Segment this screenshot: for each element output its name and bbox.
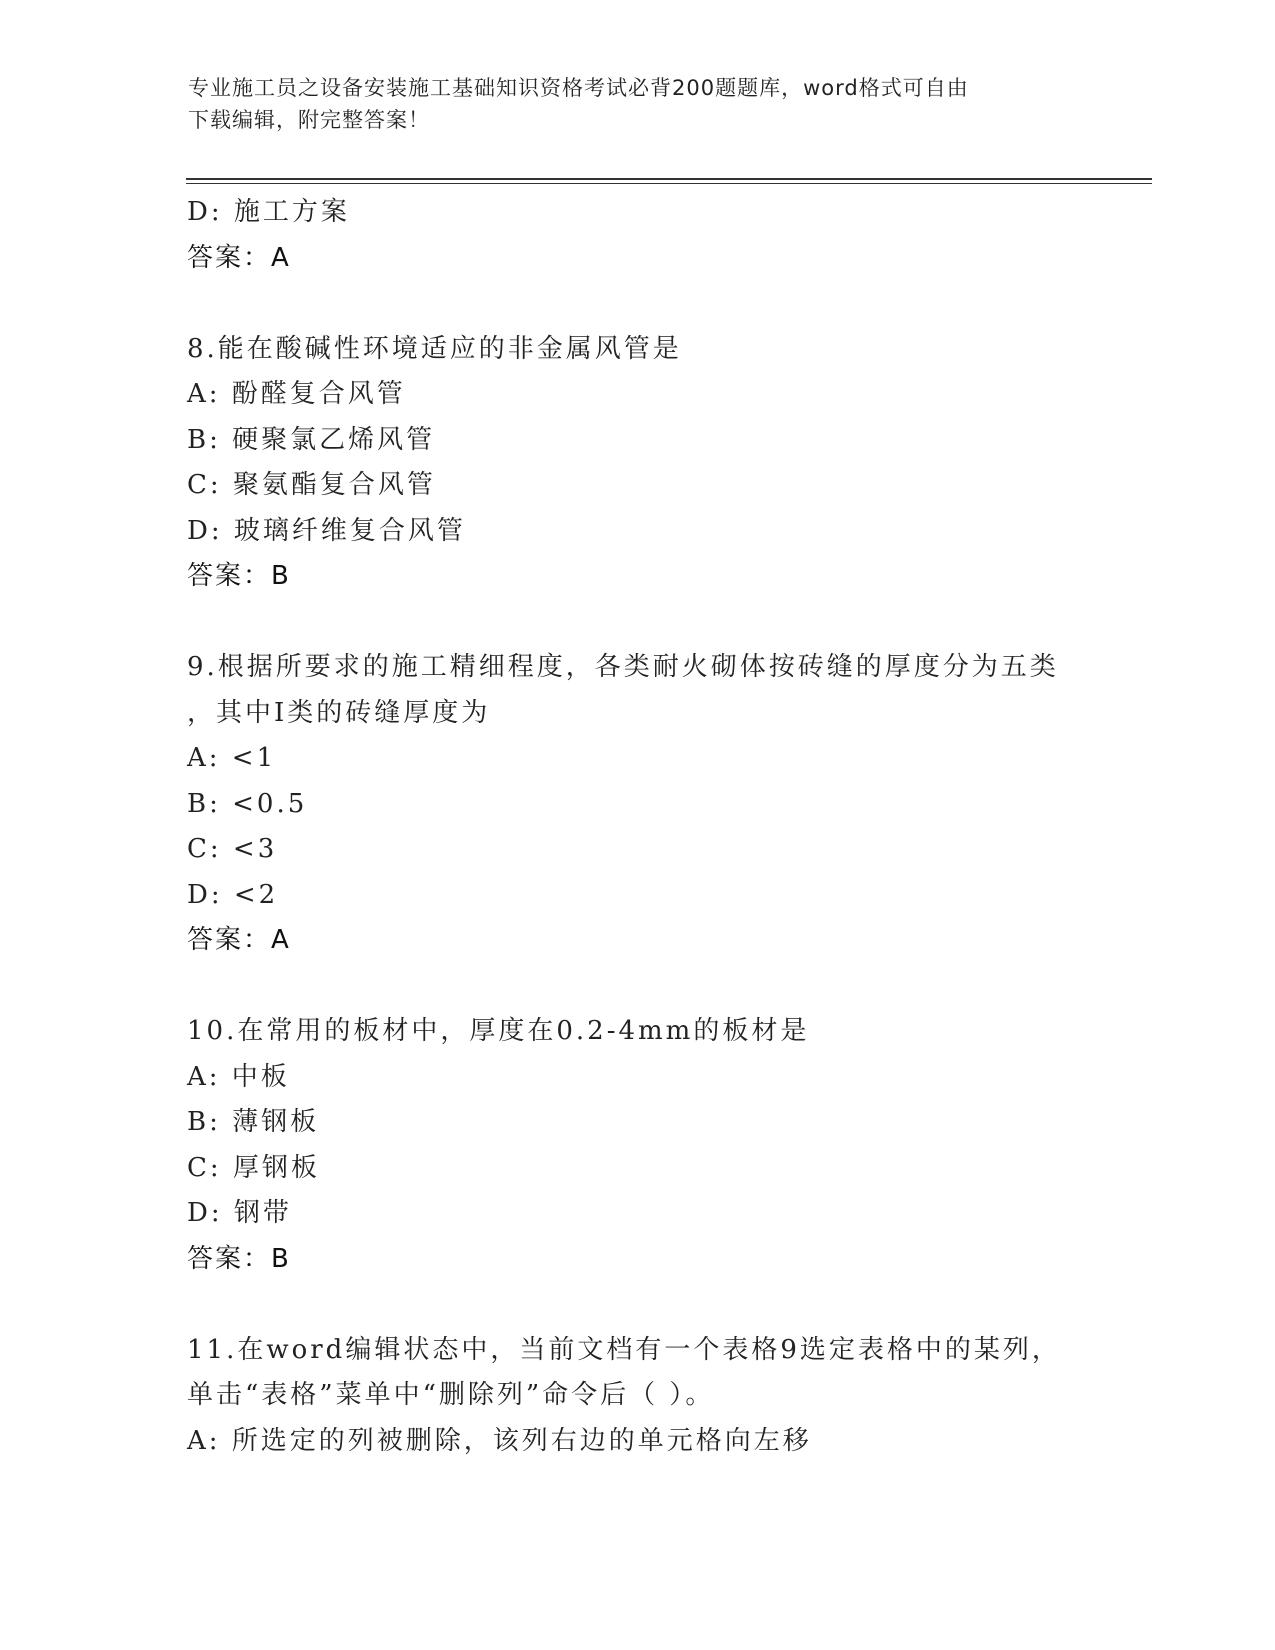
- spacer: [187, 964, 1087, 1010]
- question-text-line-2: 单击“表格”菜单中“删除列”命令后（ ）。: [187, 1380, 715, 1410]
- answer: 答案：B: [187, 1243, 291, 1274]
- option-d: D: 钢带: [187, 1198, 292, 1228]
- document-header: [188, 72, 1088, 136]
- option-a: A: 所选定的列被删除，该列右边的单元格向左移: [187, 1425, 812, 1456]
- question-text-line-2: ，其中Ⅰ类的砖缝厚度为: [187, 697, 491, 728]
- spacer: [187, 600, 1087, 646]
- option-c: C: 聚氨酯复合风管: [187, 470, 436, 500]
- question-10: [187, 1009, 1087, 1282]
- option-c: C: 厚钢板: [187, 1152, 320, 1183]
- spacer: [187, 1282, 1087, 1328]
- option-b: B: 薄钢板: [187, 1107, 320, 1137]
- header-divider-thin: [186, 183, 1152, 184]
- option-b: B: 硬聚氯乙烯风管: [187, 424, 436, 455]
- question-9: [187, 645, 1087, 964]
- question-8: [187, 327, 1087, 600]
- spacer: [187, 281, 1087, 327]
- question-11: [187, 1328, 1087, 1465]
- option-a: A: 酚醛复合风管: [187, 379, 406, 409]
- question-text-line-1: 11.在word编辑状态中，当前文档有一个表格9选定表格中的某列，: [187, 1334, 1061, 1365]
- header-line-2: 下载编辑，附完整答案！: [188, 108, 430, 132]
- answer: 答案：A: [187, 925, 291, 955]
- option-a: A: 中板: [187, 1061, 290, 1092]
- answer: 答案：A: [187, 242, 291, 273]
- question-7: [187, 190, 1087, 281]
- answer: 答案：B: [187, 561, 291, 591]
- header-line-1: 专业施工员之设备安装施工基础知识资格考试必背200题题库，word格式可自由: [188, 76, 969, 100]
- option-d: D: 施工方案: [187, 197, 350, 227]
- question-text: 10.在常用的板材中，厚度在0.2-4mm的板材是: [187, 1016, 810, 1046]
- question-text: 8.能在酸碱性环境适应的非金属风管是: [187, 333, 682, 364]
- question-list: [187, 190, 1087, 1464]
- option-d: D: <2: [187, 879, 279, 910]
- option-c: C: <3: [187, 834, 278, 864]
- header-divider-thick: [186, 178, 1152, 180]
- question-text-line-1: 9.根据所要求的施工精细程度，各类耐火砌体按砖缝的厚度分为五类: [187, 652, 1059, 682]
- option-d: D: 玻璃纤维复合风管: [187, 515, 466, 546]
- option-b: B: <0.5: [187, 788, 308, 819]
- option-a: A: <1: [187, 743, 277, 773]
